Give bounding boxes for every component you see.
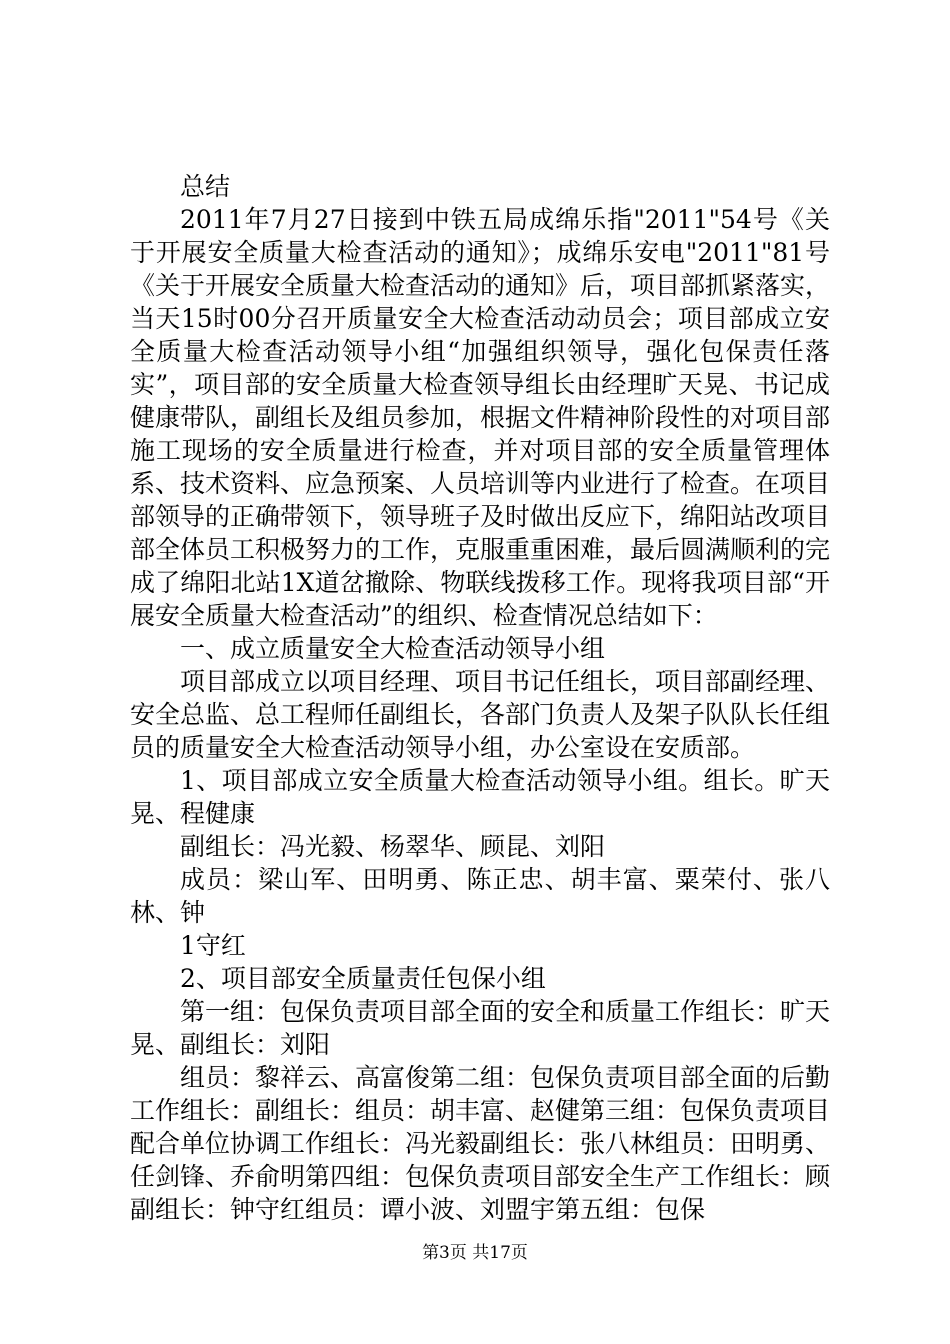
section-title: 总结: [180, 172, 231, 201]
paragraph-group-one: 第一组：包保负责项目部全面的安全和质量工作组长：旷天晃、副组长：刘阳: [130, 997, 831, 1059]
paragraph-members-continued: 1守红: [180, 931, 246, 960]
heading-responsibility-groups: 2、项目部安全质量责任包保小组: [180, 964, 546, 993]
paragraph-group-composition: 项目部成立以项目经理、项目书记任组长，项目部副经理、安全总监、总工程师任副组长，各部门负责人及架子队队长任组员的质量安全大检查活动领导小组，办公室设在安质部。: [130, 667, 831, 762]
paragraph-members: 成员：梁山军、田明勇、陈正忠、胡丰富、粟荣付、张八林、钟: [130, 865, 830, 927]
paragraph-intro: 2011年7月27日接到中铁五局成绵乐指"2011"54号《关于开展安全质量大检查活动的通知》；成绵乐安电"2011"81号《关于开展安全质量大检查活动的通知》后，项目部抓紧落实，当天15时00分召开质量安全大检查活动动员会；项目部成立安全质量大检查活动领导小组“加强组织领导，强化包保责任落实”，项目部的安全质量大检查领导组长由经理旷天晃、书记成健康带队，副组长及组员参加，根据文件精神阶段性的对项目部施工现场的安全质量进行检查，并对项目部的安全质量管理体系、技术资料、应急预案、人员培训等内业进行了检查。在项目部领导的正确带领下，领导班子及时做出反应下，绵阳站改项目部全体员工积极努力的工作，克服重重困难，最后圆满顺利的完成了绵阳北站1X道岔撤除、物联线拨移工作。现将我项目部“开展安全质量大检查活动”的组织、检查情况总结如下：: [130, 205, 831, 630]
paragraph-deputy-leaders: 副组长：冯光毅、杨翠华、顾昆、刘阳: [180, 832, 606, 861]
heading-leadership-group: 一、成立质量安全大检查活动领导小组: [180, 634, 606, 663]
document-body: [130, 170, 830, 1226]
paragraph-group-members: 组员：黎祥云、高富俊第二组：包保负责项目部全面的后勤工作组长：副组长：组员：胡丰富、赵健第三组：包保负责项目配合单位协调工作组长：冯光毅副组长：张八林组员：田明勇、任剑锋、乔俞明第四组：包保负责项目部安全生产工作组长：顾副组长：钟守红组员：谭小波、刘盟宇第五组：包保: [130, 1063, 831, 1224]
paragraph-group-leaders: 1、项目部成立安全质量大检查活动领导小组。组长。旷天晃、程健康: [130, 766, 830, 828]
page-footer: 第3页 共17页: [422, 1243, 528, 1263]
